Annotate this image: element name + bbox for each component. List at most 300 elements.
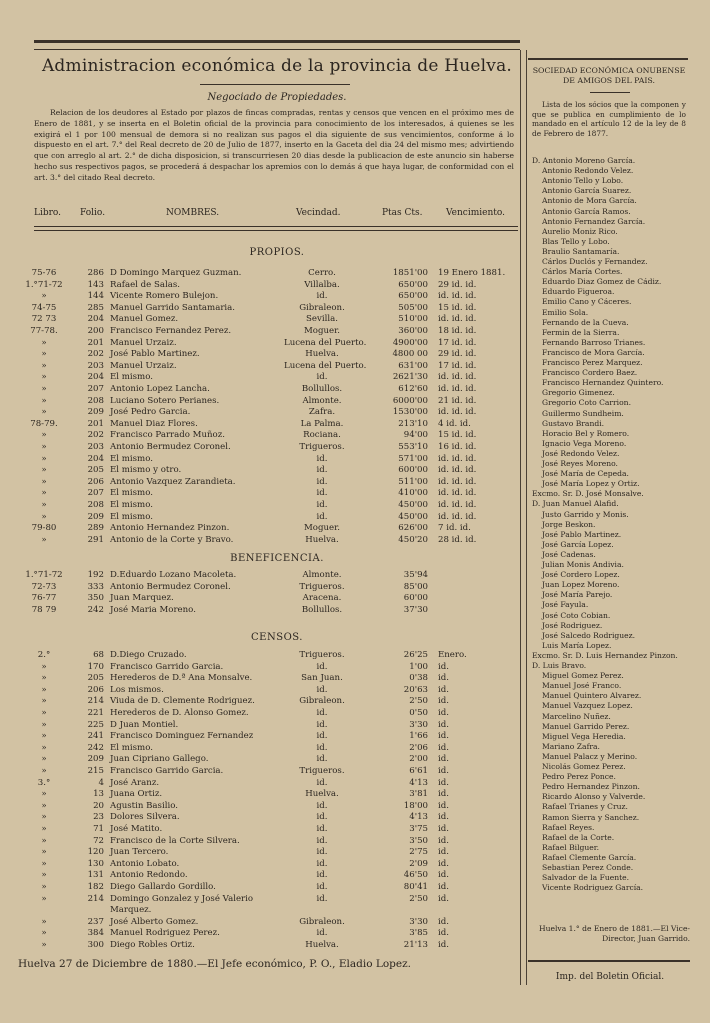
- table-row: [0, 836, 520, 847]
- vecindad-cell: Gibraleon.: [299, 302, 345, 313]
- amount-cell: 650'00: [398, 279, 428, 290]
- table-row: [0, 442, 520, 453]
- list-item: Antonio Tello y Lobo.: [542, 176, 624, 186]
- list-item: José Fayula.: [542, 600, 589, 610]
- amount-cell: 213'10: [398, 418, 428, 429]
- table-row: [0, 789, 520, 800]
- name-cell: Francisco Parrado Muñoz.: [110, 430, 225, 441]
- folio-cell: 207: [87, 488, 104, 499]
- libro-cell: »: [41, 754, 47, 765]
- list-item: Horacio Bel y Romero.: [542, 428, 630, 438]
- vencimiento-cell: id. id. id.: [438, 372, 477, 383]
- list-item: Manuel Vazquez Lopez.: [542, 701, 633, 711]
- vecindad-cell: id.: [316, 372, 328, 383]
- table-row: [0, 812, 520, 823]
- list-item: Rafael de la Corte.: [542, 832, 615, 842]
- name-cell: Francisco Garrido Garcia.: [110, 661, 224, 672]
- name-cell: Francisco Garrido Garcia.: [110, 766, 224, 776]
- column-divider: [520, 50, 521, 985]
- amount-cell: 3'30: [409, 719, 428, 730]
- table-row: [0, 303, 520, 314]
- vencimiento-cell: id. id. id.: [438, 511, 477, 522]
- table-row: [0, 673, 520, 684]
- table-row: [0, 593, 520, 604]
- libro-cell: »: [41, 882, 47, 892]
- amount-cell: 450'20: [398, 534, 428, 545]
- folio-cell: 350: [87, 593, 104, 604]
- folio-cell: 289: [87, 523, 104, 534]
- table-row: [0, 754, 520, 765]
- list-item: Emilio Sola.: [542, 307, 589, 317]
- list-item: Fernando de la Cueva.: [542, 317, 629, 327]
- vecindad-cell: Huelva.: [305, 534, 339, 545]
- list-item: Marcelino Nuñez.: [542, 711, 611, 721]
- libro-cell: 72-73: [31, 581, 57, 592]
- list-item: Francisco de Mora García.: [542, 347, 645, 357]
- vencimiento-cell: id.: [438, 742, 449, 753]
- table-row: [0, 859, 520, 870]
- vecindad-cell: Huelva.: [305, 789, 339, 800]
- vencimiento-cell: id. id. id.: [438, 488, 477, 499]
- vencimiento-cell: id.: [438, 940, 449, 950]
- vecindad-cell: id.: [316, 719, 328, 730]
- folio-cell: 333: [87, 581, 104, 592]
- libro-cell: »: [41, 534, 47, 545]
- table-row: [0, 940, 520, 951]
- amount-cell: 410'00: [398, 488, 428, 499]
- vecindad-cell: id.: [316, 870, 328, 881]
- list-item: Guillermo Sundheim.: [542, 408, 624, 418]
- list-item: Excmo. Sr. D. José Monsalve.: [532, 489, 644, 499]
- vecindad-cell: Trigueros.: [299, 766, 345, 776]
- name-cell: Vicente Romero Bulejon.: [110, 291, 219, 302]
- name-cell: Francisco de la Corte Silvera.: [110, 835, 240, 846]
- name-cell: Manuel Diaz Flores.: [110, 418, 198, 429]
- amount-cell: 21'13: [403, 940, 428, 950]
- amount-cell: 2'09: [409, 858, 428, 869]
- table-row: [0, 477, 520, 488]
- folio-cell: 13: [93, 789, 104, 800]
- sociedad-rule: [590, 92, 630, 93]
- folio-cell: 241: [87, 731, 104, 742]
- vencimiento-cell: id.: [438, 766, 449, 776]
- amount-cell: 360'00: [398, 326, 428, 336]
- libro-cell: »: [41, 384, 47, 394]
- name-cell: Antonio Lopez Lancha.: [110, 384, 210, 394]
- list-item: Manuel Palacz y Merino.: [542, 751, 638, 761]
- table-row: [0, 870, 520, 881]
- table-row: [0, 465, 520, 476]
- list-item: Antonio Fernandez García.: [542, 216, 646, 226]
- list-item: Blas Tello y Lobo.: [542, 236, 610, 246]
- list-item: Francisco Cordero Baez.: [542, 368, 638, 378]
- libro-cell: »: [41, 940, 47, 950]
- vecindad-cell: id.: [316, 500, 328, 510]
- amount-cell: 626'00: [398, 523, 428, 534]
- vencimiento-cell: 21 id. id.: [438, 395, 477, 406]
- folio-cell: 4: [98, 777, 104, 788]
- libro-cell: »: [41, 916, 47, 927]
- list-item: D. Antonio Moreno García.: [532, 156, 636, 165]
- vencimiento-cell: id.: [438, 719, 449, 730]
- libro-cell: »: [41, 511, 47, 522]
- folio-cell: 201: [87, 418, 104, 429]
- name-cell: Antonio Vazquez Zarandieta.: [110, 476, 236, 487]
- folio-cell: 237: [87, 916, 104, 927]
- name-cell: D Domingo Marquez Guzman.: [110, 268, 242, 278]
- libro-cell: »: [41, 893, 47, 904]
- table-row: [0, 882, 520, 893]
- libro-cell: »: [41, 360, 47, 371]
- vecindad-cell: id.: [316, 800, 328, 811]
- vencimiento-cell: id.: [438, 812, 449, 823]
- libro-cell: 75-76: [31, 268, 57, 278]
- name-cell: Antonio Lobato.: [110, 858, 180, 869]
- table-row: [0, 523, 520, 534]
- list-item: Luis María Lopez.: [542, 640, 612, 650]
- name-cell: Los mismos.: [110, 684, 164, 695]
- table-row: [0, 696, 520, 707]
- name-cell: José Pablo Martinez.: [110, 349, 200, 360]
- list-item: José María Lopez y Ortiz.: [542, 479, 640, 489]
- amount-cell: 94'00: [403, 430, 428, 441]
- folio-cell: 205: [87, 465, 104, 476]
- libro-cell: »: [41, 673, 47, 684]
- folio-cell: 72: [93, 835, 104, 846]
- vencimiento-cell: id.: [438, 696, 449, 707]
- list-item: Manuel Quintero Alvarez.: [542, 691, 642, 701]
- amount-cell: 1'00: [409, 661, 428, 672]
- folio-cell: 202: [87, 430, 104, 441]
- list-item: D. Juan Manuel Alafid.: [532, 499, 619, 509]
- table-row: [0, 824, 520, 835]
- vecindad-cell: id.: [316, 835, 328, 846]
- list-item: Antonio de Mora García.: [542, 196, 637, 206]
- list-item: Ramon Sierra y Sanchez.: [542, 812, 640, 822]
- list-item: Juan Lopez Moreno.: [542, 580, 620, 590]
- amount-cell: 3'75: [409, 824, 428, 834]
- list-item: Ignacio Vega Moreno.: [542, 438, 627, 448]
- folio-cell: 170: [87, 661, 104, 672]
- table-row: [0, 384, 520, 395]
- list-item: José Reyes Moreno.: [542, 459, 618, 468]
- libro-cell: »: [41, 766, 47, 776]
- amount-cell: 612'60: [398, 384, 428, 394]
- list-item: José Redondo Velez.: [542, 448, 620, 458]
- vecindad-cell: id.: [316, 742, 328, 753]
- vencimiento-cell: id.: [438, 893, 449, 904]
- list-item: Excmo. Sr. D. Luis Hernandez Pinzon.: [532, 650, 678, 660]
- vencimiento-cell: id.: [438, 673, 449, 684]
- name-cell: Luciano Sotero Perianes.: [110, 395, 220, 406]
- name-cell: El mismo.: [110, 511, 153, 522]
- name-cell: El mismo.: [110, 742, 153, 753]
- name-cell: Manuel Garrido Santamaria.: [110, 302, 236, 313]
- list-item: José María Parejo.: [542, 590, 613, 600]
- folio-cell: 242: [87, 742, 104, 753]
- table-row: [0, 407, 520, 418]
- vecindad-cell: Huelva.: [305, 349, 339, 360]
- table-row: [0, 535, 520, 546]
- vecindad-cell: Almonte.: [302, 395, 342, 406]
- amount-cell: 85'00: [403, 581, 428, 592]
- folio-cell: 71: [93, 824, 104, 834]
- table-row: [0, 650, 520, 661]
- name-cell: Juana Ortiz.: [110, 789, 163, 800]
- libro-cell: »: [41, 349, 47, 360]
- libro-cell: »: [41, 465, 47, 476]
- list-item: Mariano Zafra.: [542, 741, 600, 751]
- vencimiento-cell: id.: [438, 661, 449, 672]
- libro-cell: 79-80: [31, 523, 57, 534]
- folio-cell: 221: [87, 708, 104, 718]
- vencimiento-cell: 18 id. id.: [438, 326, 477, 336]
- vencimiento-cell: id.: [438, 824, 449, 834]
- amount-cell: 3'50: [409, 835, 428, 846]
- list-item: Cárlos Duclós y Fernandez.: [542, 257, 648, 266]
- table-row: [0, 894, 520, 905]
- folio-cell: 131: [87, 870, 104, 881]
- name-cell: José Pedro Garcia.: [110, 407, 191, 418]
- vencimiento-cell: id.: [438, 847, 449, 858]
- vencimiento-cell: id.: [438, 928, 449, 939]
- list-item: Fernando Barroso Trianes.: [542, 337, 646, 347]
- folio-cell: 384: [87, 928, 104, 939]
- vencimiento-cell: 7 id. id.: [438, 523, 471, 534]
- vencimiento-cell: id. id. id.: [438, 453, 477, 464]
- vecindad-cell: Lucena del Puerto.: [284, 337, 367, 348]
- amount-cell: 4'13: [409, 812, 428, 823]
- libro-cell: »: [41, 800, 47, 811]
- list-item: Eduardo Diaz Gomez de Cádiz.: [542, 277, 662, 287]
- vecindad-cell: id.: [316, 684, 328, 695]
- vecindad-cell: Almonte.: [302, 570, 342, 580]
- vencimiento-cell: 29 id. id.: [438, 279, 477, 290]
- table-row: [0, 905, 520, 916]
- vencimiento-cell: id.: [438, 835, 449, 846]
- vecindad-cell: Moguer.: [304, 326, 340, 336]
- vecindad-cell: id.: [316, 453, 328, 464]
- table-row: [0, 570, 520, 581]
- libro-cell: 1.°71-72: [25, 279, 63, 290]
- table-row: [0, 268, 520, 279]
- vecindad-cell: id.: [316, 731, 328, 742]
- amount-cell: 20'63: [403, 684, 428, 695]
- vecindad-cell: Zafra.: [308, 407, 336, 418]
- name-cell: Herederos de D.ª Ana Monsalve.: [110, 673, 253, 684]
- sociedad-date: Huelva 1.° de Enero de 1881.—El Vice-Director, Juan Garrido.: [538, 924, 690, 943]
- column-divider: [526, 50, 527, 985]
- list-item: Rafael Reyes.: [542, 822, 595, 832]
- name-cell: El mismo.: [110, 488, 153, 499]
- name-cell: Diego Gallardo Gordillo.: [110, 882, 216, 892]
- folio-cell: 204: [87, 314, 104, 325]
- vencimiento-cell: id. id. id.: [438, 500, 477, 510]
- name-cell: Agustin Basilio.: [110, 800, 178, 811]
- vencimiento-cell: 16 id. id.: [438, 442, 477, 452]
- list-item: Julian Monis Andivia.: [542, 560, 624, 569]
- list-item: Manuel José Franco.: [542, 681, 622, 691]
- header-folio: Folio.: [80, 208, 106, 218]
- list-item: Cárlos María Cortes.: [542, 267, 623, 277]
- vecindad-cell: Bollullos.: [301, 384, 343, 394]
- list-item: Pedro Perez Ponce.: [542, 772, 616, 782]
- folio-cell: 208: [87, 500, 104, 510]
- table-row: [0, 314, 520, 325]
- intro-paragraph: Relacion de los deudores al Estado por plazos de fincas compradas, rentas y censos que vencen en el próximo mes de Enero de 1881, y se inserta en el Boletin oficial de la provincia para conocimiento de los interesados, á quienes se les exigirá el 1 por 100 mensual de demora si no realizan sus pagos el dia siguiente de sus vencimientos, conforme á lo dispuesto en el art. 7.° del Real decreto de 20 de Julio de 1877, inserto en la Gaceta del dia 24 del mismo mes; advirtiendo que con arreglo al art. 2.° de dicha disposicion, si transcurriesen 20 dias desde la publicacion de este anuncio sin haberse hecho sus respectivos pagos, se procederá á despachar los apremios con lo demás á que haya lugar, de conformidad con el art. 3.° del citado Real decreto.: [34, 108, 514, 182]
- amount-cell: 46'50: [403, 870, 428, 881]
- libro-cell: »: [41, 488, 47, 499]
- folio-cell: 214: [87, 696, 104, 707]
- folio-cell: 286: [87, 268, 104, 278]
- libro-cell: »: [41, 835, 47, 846]
- name-cell: José Matito.: [110, 824, 163, 834]
- list-item: Antonio García Suarez.: [542, 186, 632, 196]
- folio-cell: 203: [87, 360, 104, 371]
- amount-cell: 3'30: [409, 916, 428, 927]
- amount-cell: 4900'00: [392, 337, 428, 348]
- amount-cell: 2'06: [409, 742, 428, 753]
- vecindad-cell: id.: [316, 824, 328, 834]
- vencimiento-cell: id. id. id.: [438, 314, 477, 325]
- list-item: Sebastian Perez Conde.: [542, 863, 634, 872]
- name-cell: Francisco Fernandez Perez.: [110, 326, 232, 336]
- header-ptas: Ptas Cts.: [382, 208, 423, 218]
- libro-cell: 74-75: [31, 302, 57, 313]
- vecindad-cell: id.: [316, 882, 328, 892]
- list-item: Gregorio Coto Carrion.: [542, 398, 631, 408]
- vecindad-cell: id.: [316, 465, 328, 476]
- amount-cell: 2'75: [409, 847, 428, 858]
- folio-cell: 204: [87, 453, 104, 464]
- name-cell: D Juan Montiel.: [110, 719, 179, 730]
- vecindad-cell: id.: [316, 476, 328, 487]
- libro-cell: »: [41, 430, 47, 441]
- table-row: [0, 291, 520, 302]
- name-cell: Diego Robles Ortiz.: [110, 940, 195, 950]
- section-censos: CENSOS.: [251, 632, 303, 643]
- list-item: Eduardo Figueroa.: [542, 287, 615, 297]
- name-cell: José Alberto Gomez.: [110, 916, 199, 927]
- vencimiento-cell: id. id. id.: [438, 407, 477, 418]
- header-rule: [34, 230, 518, 231]
- table-row: [0, 743, 520, 754]
- table-row: [0, 430, 520, 441]
- folio-cell: 285: [87, 302, 104, 313]
- name-cell: Herederos de D. Alonso Gomez.: [110, 708, 249, 718]
- amount-cell: 450'00: [398, 500, 428, 510]
- header-libro: Libro.: [34, 208, 62, 218]
- name-cell: Antonio Redondo.: [110, 870, 188, 881]
- table-row: [0, 928, 520, 939]
- footer-signature: Huelva 27 de Diciembre de 1880.—El Jefe económico, P. O., Eladio Lopez.: [18, 958, 411, 970]
- list-item: Gustavo Brandi.: [542, 418, 605, 428]
- amount-cell: 511'00: [398, 476, 428, 487]
- table-row: [0, 280, 520, 291]
- amount-cell: 3'81: [409, 789, 428, 800]
- amount-cell: 0'50: [409, 708, 428, 718]
- name-cell: El mismo.: [110, 500, 153, 510]
- vecindad-cell: id.: [316, 708, 328, 718]
- list-item: Antonio García Ramos.: [542, 206, 631, 216]
- table-row: [0, 500, 520, 511]
- folio-cell: 130: [87, 858, 104, 869]
- list-item: Vicente Rodriguez García.: [542, 883, 644, 893]
- folio-cell: 143: [87, 279, 104, 290]
- folio-cell: 203: [87, 442, 104, 452]
- list-item: Fermin de la Sierra.: [542, 327, 620, 337]
- name-cell: D.Diego Cruzado.: [110, 650, 187, 660]
- libro-cell: »: [41, 684, 47, 695]
- list-item: D. Luis Bravo.: [532, 661, 587, 670]
- list-item: José Cordero Lopez.: [542, 570, 620, 580]
- folio-cell: 205: [87, 673, 104, 684]
- list-item: José Cadenas.: [542, 549, 596, 559]
- amount-cell: 6000'00: [392, 395, 428, 406]
- amount-cell: 4'13: [409, 777, 428, 788]
- table-row: [0, 801, 520, 812]
- vecindad-cell: Aracena.: [302, 593, 342, 604]
- vecindad-cell: id.: [316, 291, 328, 302]
- list-item: Justo Garrido y Monis.: [542, 509, 629, 519]
- name-cell: Marquez.: [110, 905, 152, 916]
- table-row: [0, 731, 520, 742]
- table-row: [0, 685, 520, 696]
- libro-cell: »: [41, 500, 47, 510]
- libro-cell: »: [41, 731, 47, 742]
- list-item: Salvador de la Fuente.: [542, 873, 630, 883]
- header-nombres: NOMBRES.: [166, 208, 220, 218]
- libro-cell: »: [41, 291, 47, 302]
- vecindad-cell: id.: [316, 858, 328, 869]
- libro-cell: »: [41, 337, 47, 348]
- folio-cell: 225: [87, 719, 104, 730]
- table-row: [0, 326, 520, 337]
- libro-cell: 78-79.: [30, 418, 58, 429]
- folio-cell: 68: [93, 650, 104, 660]
- vecindad-cell: Lucena del Puerto.: [284, 360, 367, 371]
- vencimiento-cell: id.: [438, 684, 449, 695]
- amount-cell: 1530'00: [392, 407, 428, 418]
- amount-cell: 26'25: [403, 650, 428, 660]
- amount-cell: 37'30: [403, 604, 428, 615]
- libro-cell: »: [41, 442, 47, 452]
- amount-cell: 450'00: [398, 511, 428, 522]
- table-row: [0, 396, 520, 407]
- vecindad-cell: Trigueros.: [299, 650, 345, 660]
- table-row: [0, 766, 520, 777]
- vecindad-cell: id.: [316, 488, 328, 499]
- vecindad-cell: Bollullos.: [301, 604, 343, 615]
- libro-cell: »: [41, 696, 47, 707]
- name-cell: El mismo.: [110, 453, 153, 464]
- amount-cell: 35'94: [403, 570, 428, 580]
- table-row: [0, 372, 520, 383]
- name-cell: Viuda de D. Clemente Rodriguez.: [110, 696, 255, 707]
- libro-cell: »: [41, 372, 47, 383]
- vencimiento-cell: id.: [438, 731, 449, 742]
- amount-cell: 80'41: [403, 882, 428, 892]
- amount-cell: 650'00: [398, 291, 428, 302]
- table-row: [0, 847, 520, 858]
- amount-cell: 6'61: [409, 766, 428, 776]
- table-row: [0, 338, 520, 349]
- list-item: José Salcedo Rodriguez.: [542, 630, 636, 640]
- header-vencimiento: Vencimiento.: [446, 208, 505, 218]
- list-item: Miguel Gomez Perez.: [542, 671, 624, 681]
- list-item: José García Lopez.: [542, 539, 614, 549]
- vencimiento-cell: id.: [438, 800, 449, 811]
